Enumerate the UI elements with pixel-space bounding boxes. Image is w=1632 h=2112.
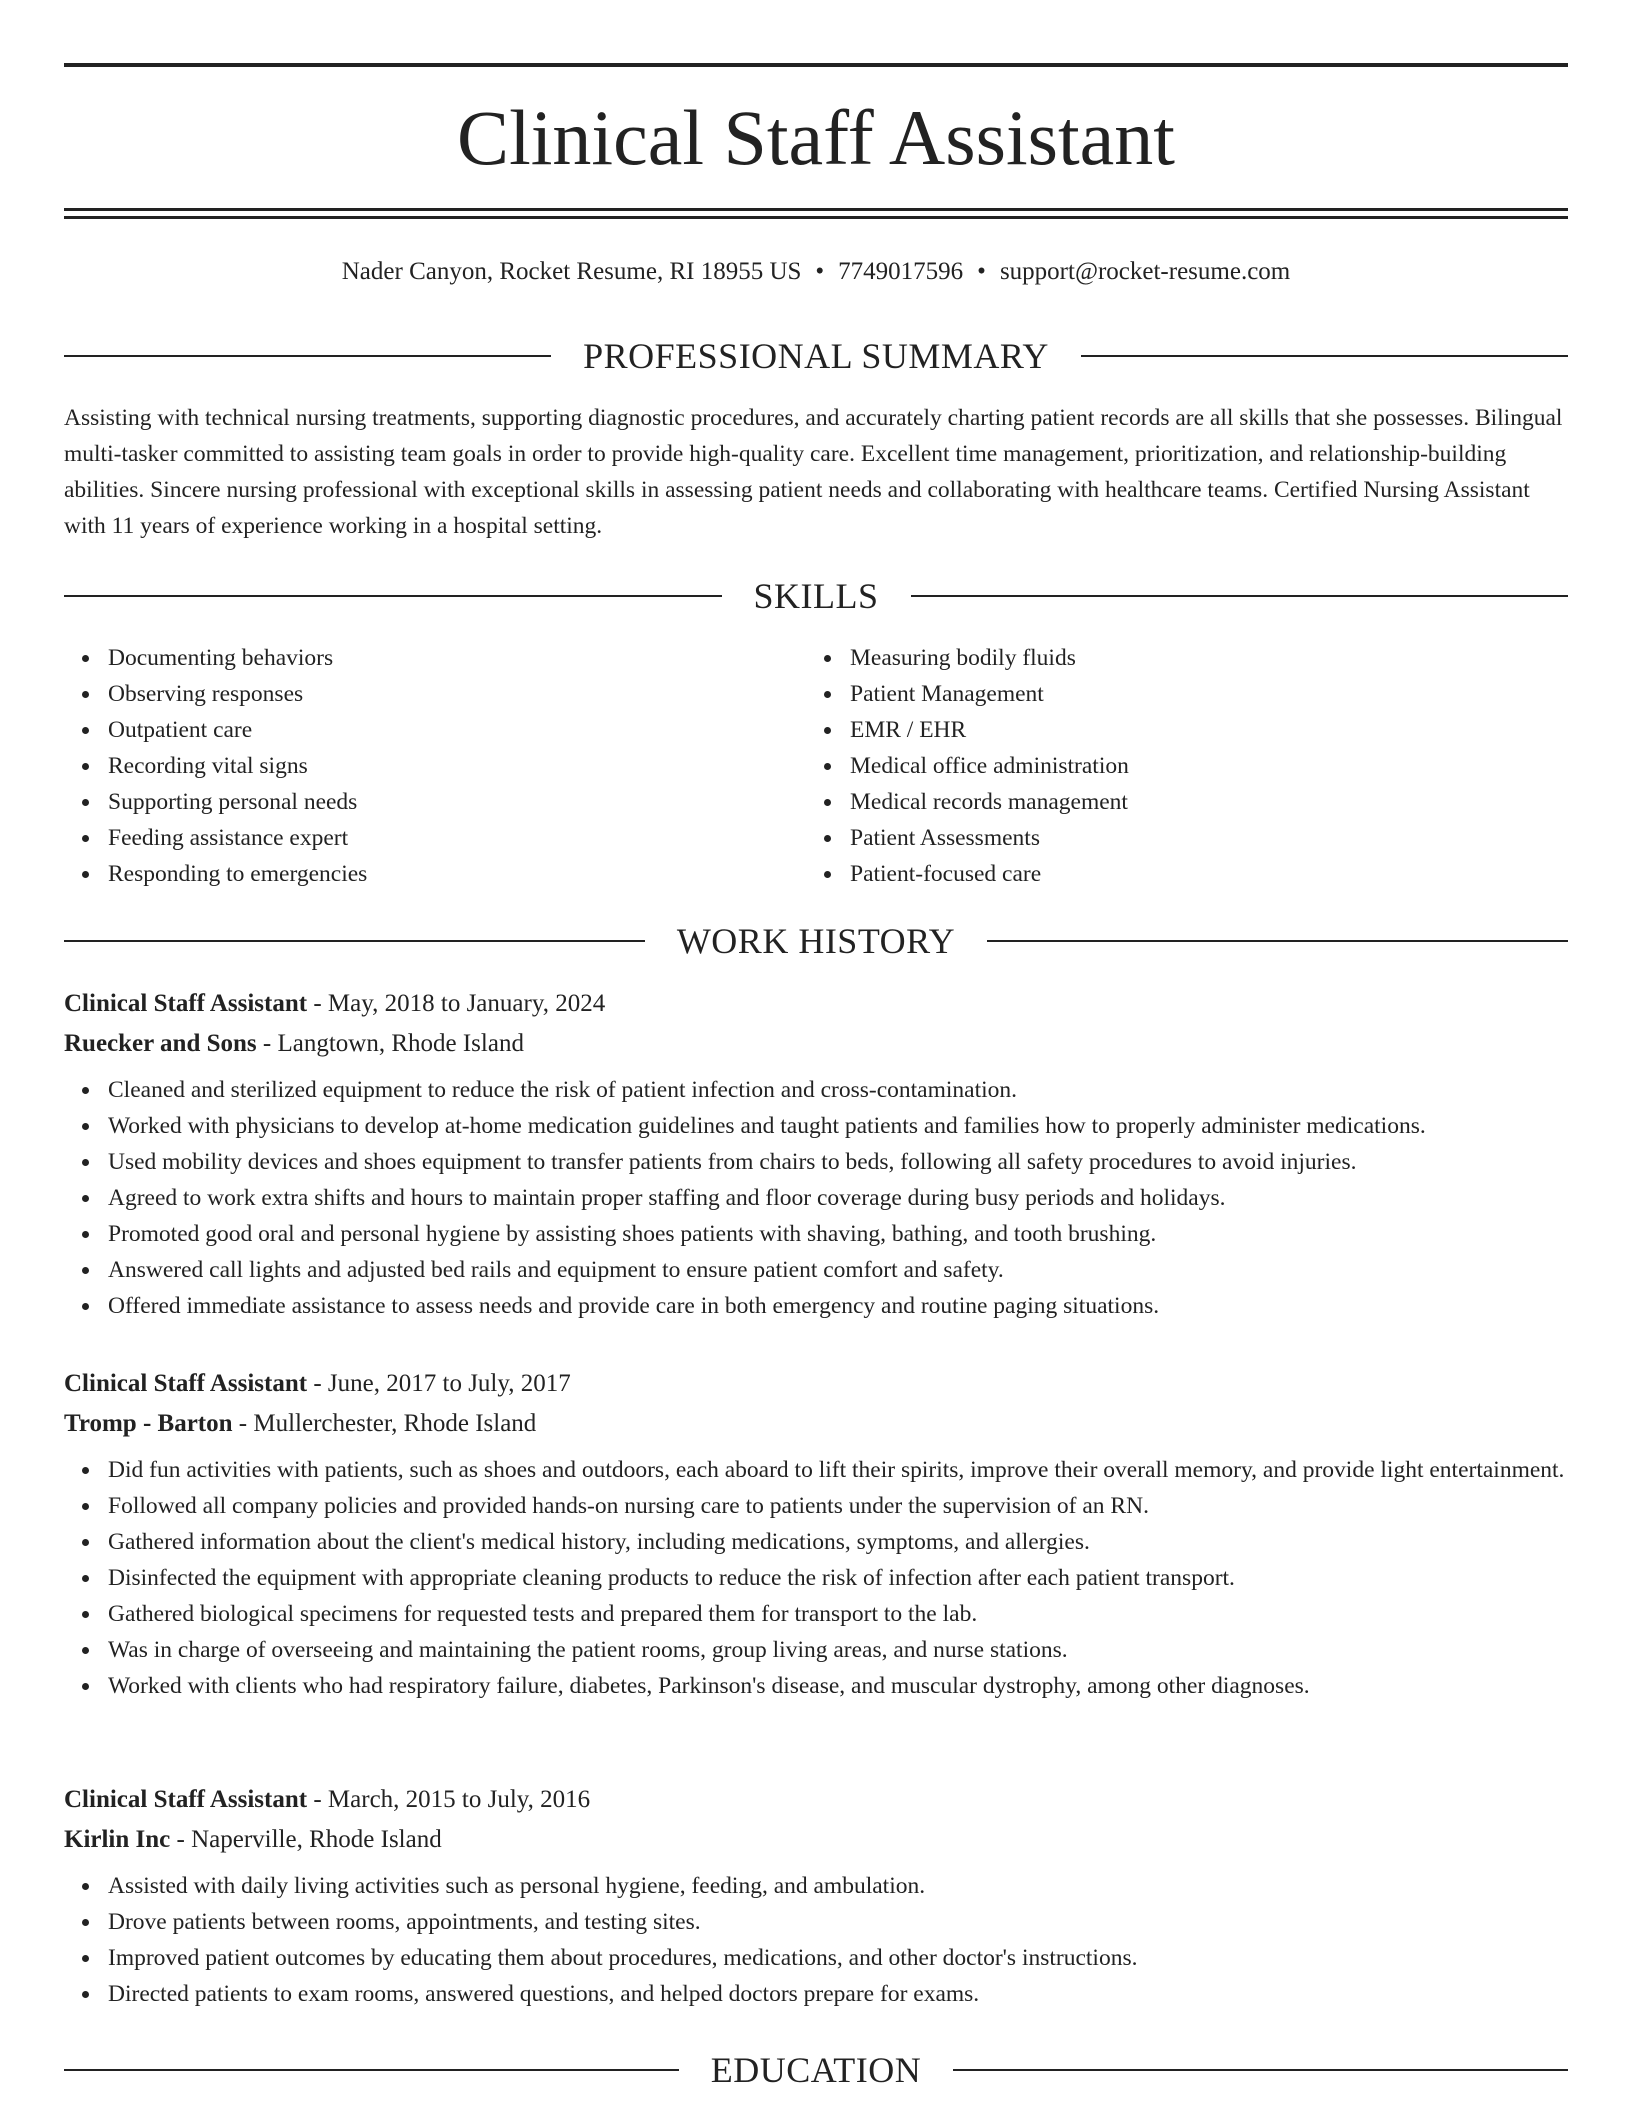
job-entry — [64, 984, 1568, 1324]
skills-column-right — [806, 640, 1548, 892]
job-bullets — [64, 1072, 1568, 1324]
job-entry — [64, 1780, 1568, 2012]
skill-item: Medical office administration — [850, 748, 1548, 784]
section-rule-right — [911, 595, 1569, 597]
contact-line — [64, 254, 1568, 290]
job-bullets — [64, 1452, 1568, 1704]
skill-item: Feeding assistance expert — [108, 820, 806, 856]
job-bullet: Gathered biological specimens for requested tests and prepared them for transport to the lab. — [108, 1596, 1568, 1632]
job-company: Tromp - Barton — [64, 1410, 233, 1437]
job-company: Ruecker and Sons — [64, 1030, 257, 1057]
contact-phone: 7749017596 — [838, 258, 964, 285]
job-bullet: Disinfected the equipment with appropriate cleaning products to reduce the risk of infection after each patient transport. — [108, 1560, 1568, 1596]
section-header-skills — [64, 574, 1568, 618]
skill-item: Responding to emergencies — [108, 856, 806, 892]
skill-item: Medical records management — [850, 784, 1548, 820]
section-rule-right — [1081, 355, 1568, 357]
skills-column-left — [64, 640, 806, 892]
skill-item: Patient-focused care — [850, 856, 1548, 892]
section-header-summary — [64, 334, 1568, 378]
contact-separator: • — [977, 258, 986, 285]
section-header-work — [64, 919, 1568, 963]
section-title-education: EDUCATION — [710, 2050, 922, 2090]
job-bullet: Followed all company policies and provided hands-on nursing care to patients under the supervision of an RN. — [108, 1488, 1568, 1524]
section-rule-right — [953, 2069, 1568, 2071]
job-bullet: Gathered information about the client's medical history, including medications, symptoms, and allergies. — [108, 1524, 1568, 1560]
job-bullet: Answered call lights and adjusted bed rails and equipment to ensure patient comfort and safety. — [108, 1252, 1568, 1288]
job-company-line — [64, 1024, 1568, 1064]
section-rule-left — [64, 355, 551, 357]
job-entry — [64, 1364, 1568, 1704]
section-rule-left — [64, 940, 645, 942]
job-location: - Langtown, Rhode Island — [256, 1030, 524, 1057]
job-company: Kirlin Inc — [64, 1826, 171, 1853]
skill-item: Recording vital signs — [108, 748, 806, 784]
job-dates: - March, 2015 to July, 2016 — [307, 1786, 591, 1813]
skill-item: Outpatient care — [108, 712, 806, 748]
job-dates: - May, 2018 to January, 2024 — [307, 990, 606, 1017]
skills-list — [64, 640, 1568, 892]
job-bullet: Worked with physicians to develop at-home medication guidelines and taught patients and families how to properly administer medications. — [108, 1108, 1568, 1144]
job-location: - Mullerchester, Rhode Island — [232, 1410, 537, 1437]
job-bullet: Directed patients to exam rooms, answered questions, and helped doctors prepare for exams. — [108, 1976, 1568, 2012]
job-bullet: Was in charge of overseeing and maintaining the patient rooms, group living areas, and nurse stations. — [108, 1632, 1568, 1668]
job-bullet: Offered immediate assistance to assess needs and provide care in both emergency and routine paging situations. — [108, 1288, 1568, 1324]
skill-item: Patient Assessments — [850, 820, 1548, 856]
job-title-line — [64, 1780, 1568, 1820]
job-bullet: Improved patient outcomes by educating them about procedures, medications, and other doctor's instructions. — [108, 1940, 1568, 1976]
job-bullet: Agreed to work extra shifts and hours to maintain proper staffing and floor coverage during busy periods and holidays. — [108, 1180, 1568, 1216]
job-title: Clinical Staff Assistant — [64, 990, 308, 1017]
title-rule-lower — [64, 216, 1568, 219]
job-company-line — [64, 1404, 1568, 1444]
job-title: Clinical Staff Assistant — [64, 1786, 308, 1813]
title-rule-upper — [64, 208, 1568, 211]
job-bullet: Promoted good oral and personal hygiene by assisting shoes patients with shaving, bathing, and tooth brushing. — [108, 1216, 1568, 1252]
job-bullet: Worked with clients who had respiratory failure, diabetes, Parkinson's disease, and muscular dystrophy, among other diagnoses. — [108, 1668, 1568, 1704]
skill-item: Measuring bodily fluids — [850, 640, 1548, 676]
job-title: Clinical Staff Assistant — [64, 1370, 308, 1397]
section-rule-left — [64, 2069, 679, 2071]
contact-separator: • — [815, 258, 825, 285]
job-company-line — [64, 1820, 1568, 1860]
section-rule-right — [987, 940, 1568, 942]
job-location: - Naperville, Rhode Island — [170, 1826, 442, 1853]
job-bullet: Used mobility devices and shoes equipment to transfer patients from chairs to beds, following all safety procedures to avoid injuries. — [108, 1144, 1568, 1180]
section-title-skills: SKILLS — [753, 576, 879, 616]
job-bullet: Did fun activities with patients, such as shoes and outdoors, each aboard to lift their spirits, improve their overall memory, and provide light entertainment. — [108, 1452, 1568, 1488]
resume-title: Clinical Staff Assistant — [457, 94, 1175, 181]
contact-email: support@rocket-resume.com — [999, 258, 1291, 285]
job-bullet: Cleaned and sterilized equipment to reduce the risk of patient infection and cross-contamination. — [108, 1072, 1568, 1108]
job-bullet: Assisted with daily living activities such as personal hygiene, feeding, and ambulation. — [108, 1868, 1568, 1904]
section-header-education — [64, 2048, 1568, 2092]
top-rule — [64, 63, 1568, 67]
skill-item: EMR / EHR — [850, 712, 1548, 748]
section-rule-left — [64, 595, 722, 597]
skill-item: Observing responses — [108, 676, 806, 712]
section-title-summary: PROFESSIONAL SUMMARY — [583, 336, 1049, 376]
skill-item: Documenting behaviors — [108, 640, 806, 676]
job-bullet: Drove patients between rooms, appointments, and testing sites. — [108, 1904, 1568, 1940]
job-title-line — [64, 1364, 1568, 1404]
summary-text: Assisting with technical nursing treatments, supporting diagnostic procedures, and accurately charting patient records are all skills that she possesses. Bilingual multi-tasker committed to assisting team goals in order to provide high-quality care. Excellent time management, prioritization, and relationship-building abilities. Sincere nursing professional with exceptional skills in assessing patient needs and collaborating with healthcare teams. Certified Nursing Assistant with 11 years of experience working in a hospital setting. — [64, 405, 1563, 539]
skill-item: Supporting personal needs — [108, 784, 806, 820]
job-title-line — [64, 984, 1568, 1024]
job-bullets — [64, 1868, 1568, 2012]
contact-address: Nader Canyon, Rocket Resume, RI 18955 US — [341, 258, 802, 285]
section-title-work: WORK HISTORY — [676, 921, 956, 961]
job-dates: - June, 2017 to July, 2017 — [307, 1370, 571, 1397]
skill-item: Patient Management — [850, 676, 1548, 712]
